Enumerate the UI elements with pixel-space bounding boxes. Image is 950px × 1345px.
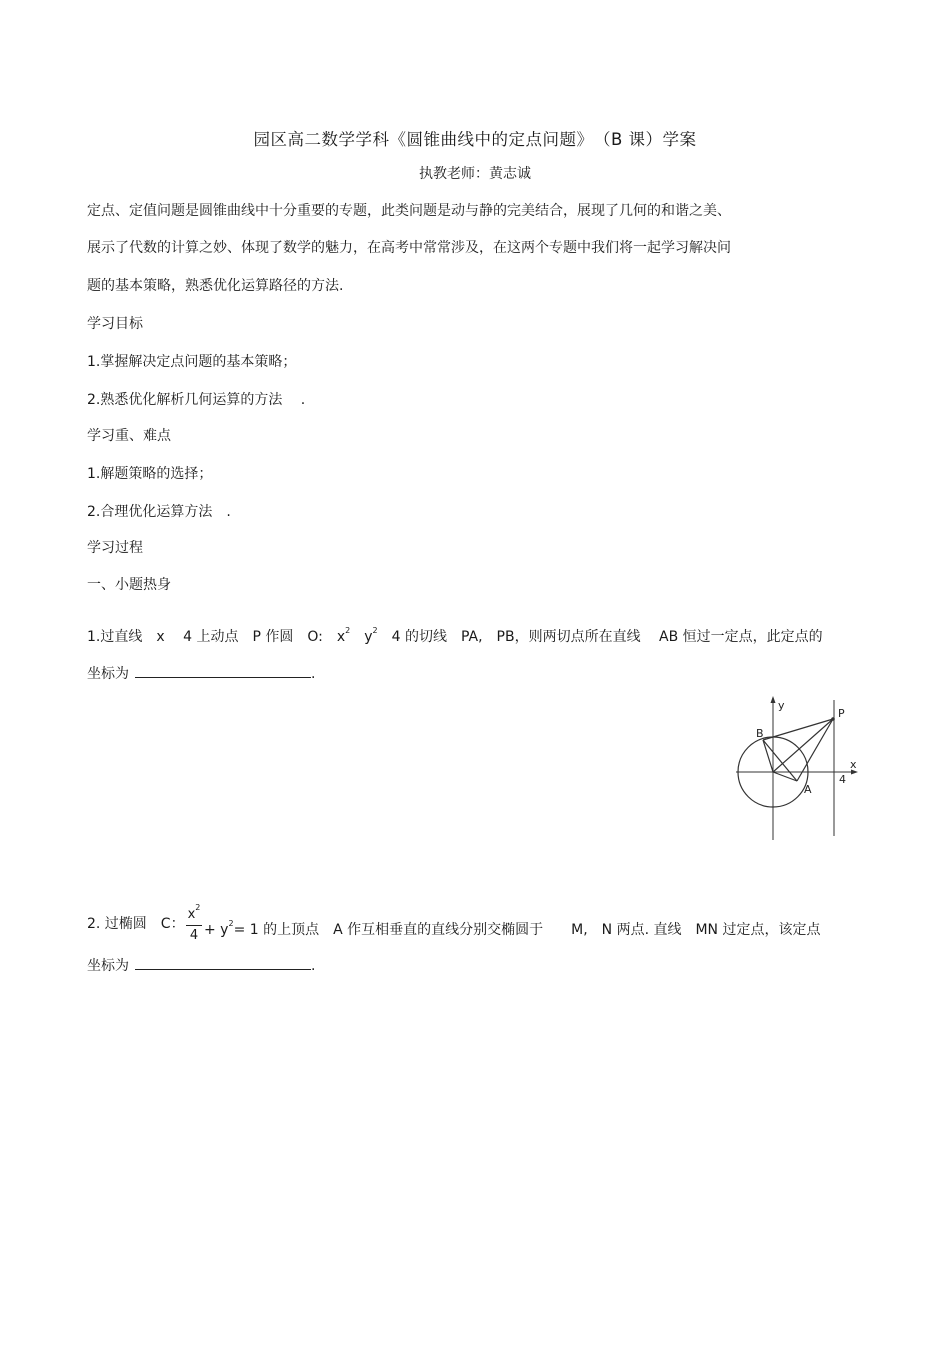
- goal-item-1: 1.掌握解决定点问题的基本策略；: [87, 354, 297, 370]
- point-P: [831, 717, 835, 721]
- segment-OP: [773, 719, 833, 772]
- q2-answer-label: 坐标为: [87, 958, 129, 974]
- fraction-x2-over-4: [186, 900, 202, 944]
- fraction-denominator: 4: [189, 928, 199, 943]
- page-title: 园区高二数学学科《圆锥曲线中的定点问题》 （B 课）学案: [253, 130, 697, 149]
- key-item-1: 1.解题策略的选择；: [87, 466, 213, 482]
- label-B: B: [756, 727, 764, 740]
- process-heading: 学习过程: [87, 540, 143, 556]
- label-4: 4: [839, 773, 846, 786]
- fraction-numerator: $x^2$: [187, 903, 201, 922]
- key-heading: 学习重、难点: [87, 428, 171, 444]
- key-item-2: 2.合理优化运算方法 .: [87, 504, 231, 520]
- question-1-line-2: [87, 663, 315, 684]
- q1-exp-1: 2: [345, 626, 351, 635]
- fraction-bar: [186, 925, 202, 926]
- teacher-line: 执教老师：黄志诚: [419, 166, 531, 182]
- q1-answer-label: 坐标为: [87, 666, 129, 682]
- q1-answer-blank[interactable]: [135, 663, 311, 678]
- q2-answer-blank[interactable]: [135, 955, 311, 970]
- q1-exp-2: 2: [372, 626, 378, 635]
- q1-text-a: 1.过直线 x 4 上动点 P 作圆 O: x: [87, 629, 346, 645]
- label-A: A: [804, 783, 812, 796]
- question-1-line-1: [87, 621, 823, 647]
- section1-heading: 一、小题热身: [87, 577, 171, 593]
- intro-line-1: 定点、定值问题是圆锥曲线中十分重要的专题，此类问题是动与静的完美结合，展现了几何的和谐之美、: [87, 203, 731, 219]
- goals-heading: 学习目标: [87, 316, 143, 332]
- q1-text-b: y: [350, 629, 373, 645]
- q1-answer-end: .: [311, 666, 316, 682]
- label-x: x: [850, 758, 857, 771]
- tangent-circle-figure: [728, 694, 864, 844]
- question-2-prefix: 2. 过椭圆 C：: [87, 916, 185, 932]
- q1-text-c: 4 的切线 PA, PB，则两切点所在直线 AB 恒过一定点，此定点的: [377, 629, 823, 645]
- intro-line-2: 展示了代数的计算之妙、体现了数学的魅力，在高考中常常涉及，在这两个专题中我们将一起学习解决问: [87, 240, 731, 256]
- y-axis-arrow-icon: [771, 696, 776, 703]
- question-2-line-1: + $y^2= 1$ 的上顶点 A 作互相垂直的直线分别交椭圆于 M, N 两点. 直线 MN 过定点，该定点: [204, 919, 821, 938]
- label-y: y: [778, 699, 785, 712]
- label-P: P: [838, 707, 845, 720]
- segment-OB: [763, 740, 773, 772]
- intro-line-3: 题的基本策略，熟悉优化运算路径的方法.: [87, 278, 344, 294]
- question-2-line-2: [87, 955, 315, 976]
- goal-item-2: 2.熟悉优化解析几何运算的方法 .: [87, 392, 306, 408]
- q2-answer-end: .: [311, 958, 316, 974]
